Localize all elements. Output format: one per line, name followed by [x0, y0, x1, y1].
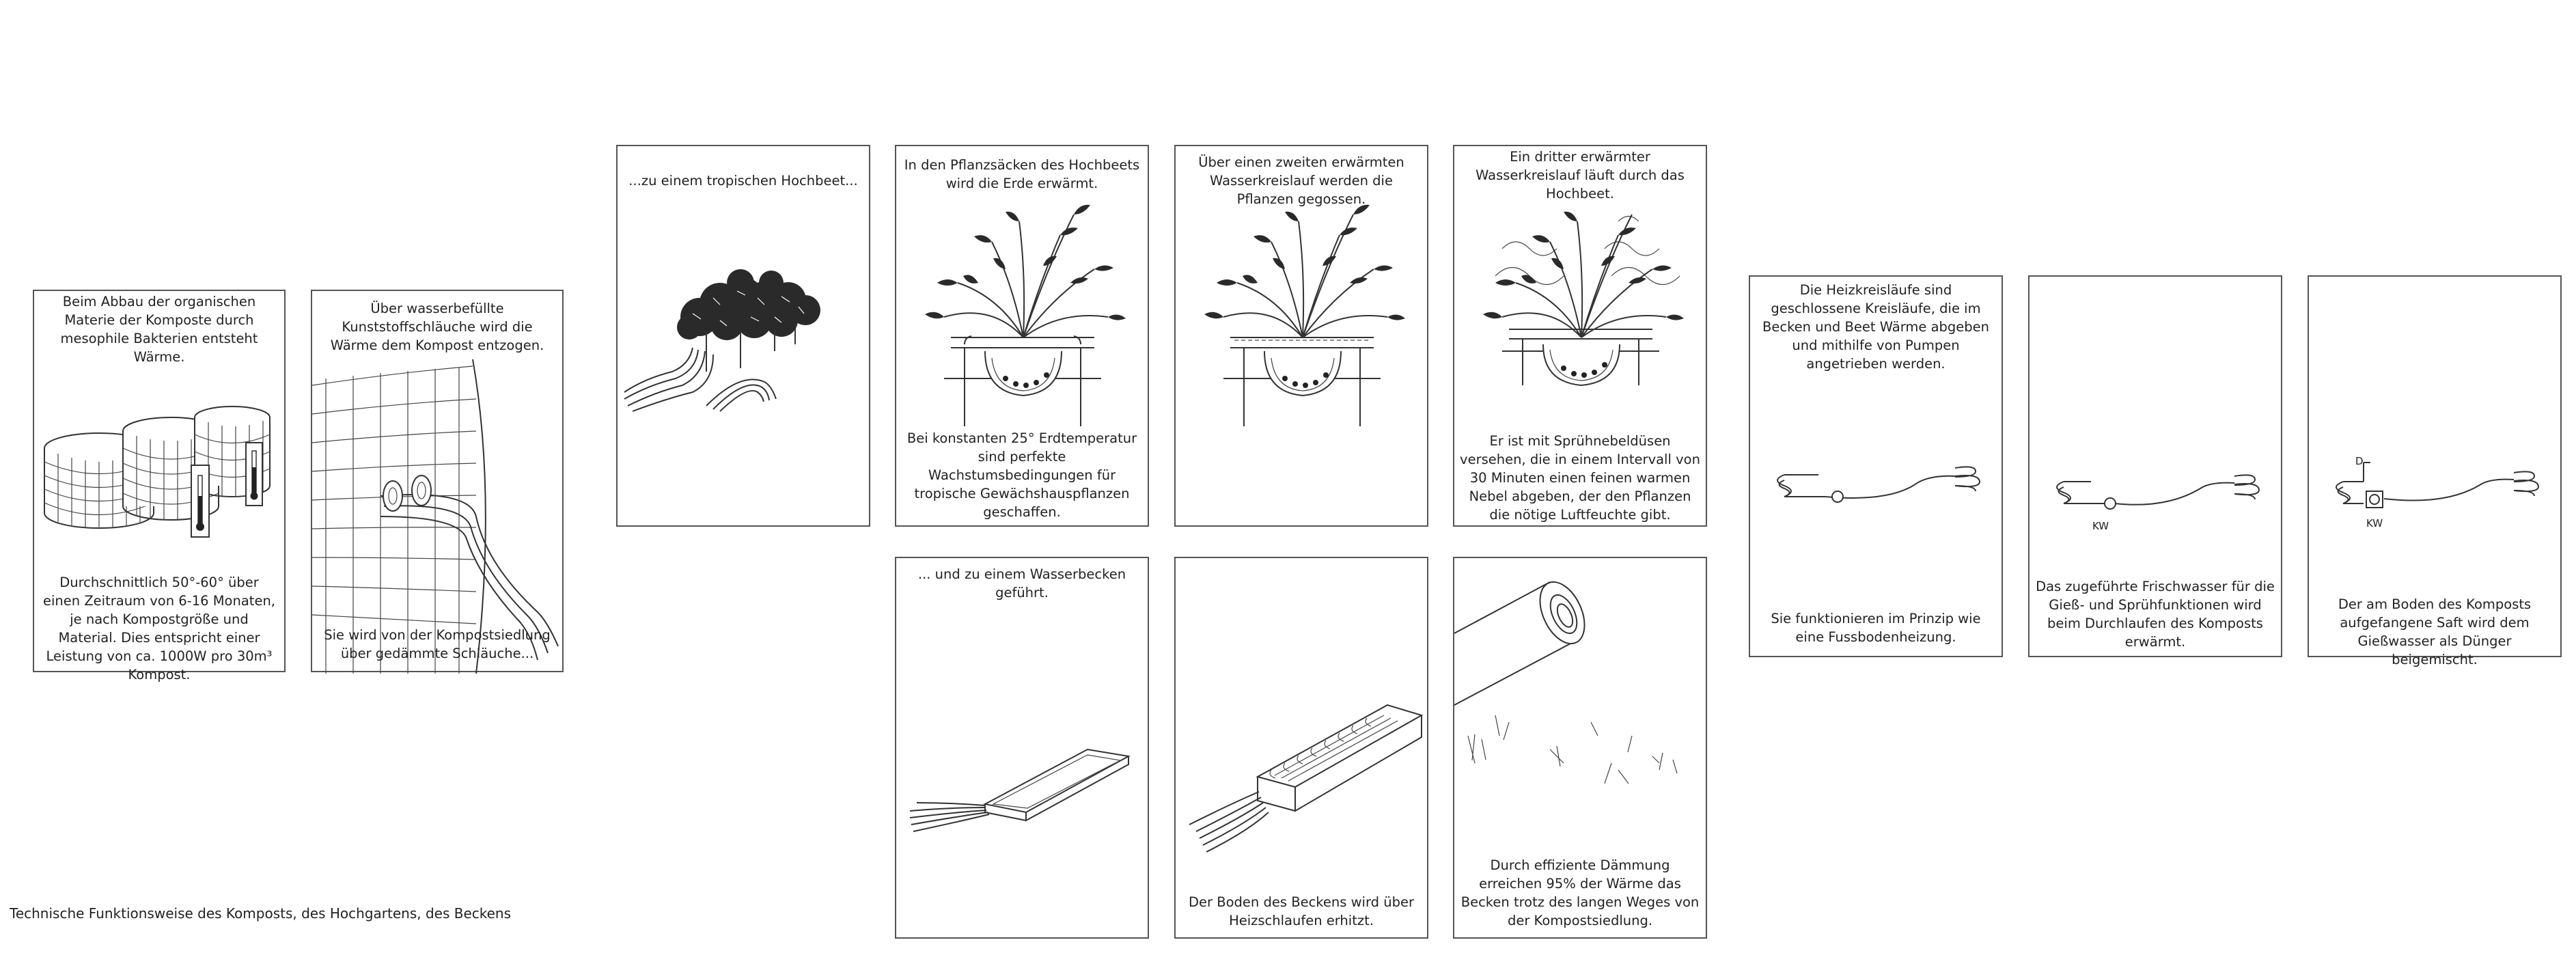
panel-plant-sacks [895, 145, 1149, 527]
heat-extraction-text: Über wasserbefüllte Kunststoffschläuche wird die Wärme dem Kompost entzogen. [330, 301, 544, 353]
watering-circuit-text: Über einen zweiten erwärmten Wasserkreislauf werden die Pflanzen gegossen. [1198, 154, 1404, 207]
tropical-bed-illustration [618, 146, 872, 528]
heating-circuits-details: Sie funktionieren im Prinzip wie eine Fussbodenheizung. [1771, 611, 1981, 645]
panel-insulation [1453, 557, 1707, 939]
compost-tubes-illustration [312, 291, 565, 674]
panel-heating-circuits [1749, 275, 2003, 657]
panel-mist-circuit [1453, 145, 1707, 527]
compost-heat-text: Beim Abbau der organischen Materie der Komposte durch mesophile Bakterien entsteht Wärme. [60, 294, 258, 365]
panel-heat-extraction [311, 290, 564, 672]
fertilizer-details: Der am Boden des Komposts aufgefangene Saft wird dem Gießwasser als Dünger beigemischt. [2338, 596, 2532, 667]
watering-bed-illustration [1176, 146, 1430, 528]
insulation-details: Durch effiziente Dämmung erreichen 95% der Wärme das Becken trotz des langen Weges von der Kompostsiedlung. [1460, 857, 1700, 928]
fertilizer-label: D [2355, 455, 2364, 467]
plant-sacks-text: In den Pflanzsäcken des Hochbeets wird die Erde erwärmt. [904, 157, 1140, 191]
panel-basin-heating [1174, 557, 1428, 939]
compost-heat-details: Durchschnittlich 50°-60° über einen Zeitraum von 6-16 Monaten, je nach Kompostgröße und Material. Dies entspricht einer Leistung von ca. 1000W pro 30m³ Kompost. [42, 575, 275, 682]
mist-circuit-details: Er ist mit Sprühnebeldüsen versehen, die in einem Intervall von 30 Minuten einen feinen warmen Nebel abgeben, der den Pflanzen die nötige Luftfeuchte gibt. [1460, 433, 1700, 523]
fresh-water-details: Das zugeführte Frischwasser für die Gieß- und Sprühfunktionen wird beim Durchlaufen des Komposts erwärmt. [2036, 579, 2275, 650]
panel-fresh-water [2028, 275, 2282, 657]
cold-water-label: KW [2092, 520, 2109, 532]
panel-watering-circuit [1174, 145, 1428, 527]
heating-circuits-text: Die Heizkreisläufe sind geschlossene Kreisläufe, die im Becken und Beet Wärme abgeben und mithilfe von Pumpen angetrieben werden. [1762, 282, 1990, 372]
plant-sacks-details: Bei konstanten 25° Erdtemperatur sind perfekte Wachstumsbedingungen für tropische Gewächshauspflanzen geschaffen. [906, 430, 1137, 520]
mist-circuit-text: Ein dritter erwärmter Wasserkreislauf läuft durch das Hochbeet. [1476, 149, 1685, 202]
cold-water-label: KW [2366, 517, 2383, 529]
water-basin-text: ... und zu einem Wasserbecken geführt. [917, 566, 1126, 601]
tropical-bed-text: ...zu einem tropischen Hochbeet... [628, 173, 858, 189]
panel-compost-heat [33, 290, 286, 682]
panel-fertilizer [2308, 275, 2562, 667]
heat-extraction-details: Sie wird von der Kompostsiedlung über gedämmte Schläuche... [324, 627, 551, 661]
heating-circuit-diagram [1750, 277, 2004, 659]
basin-heating-illustration [1176, 558, 1430, 940]
figure-caption: Technische Funktionsweise des Komposts, des Hochgartens, des Beckens [10, 905, 512, 922]
panel-tropical-bed [616, 145, 870, 527]
water-basin-illustration [896, 558, 1150, 940]
basin-heating-details: Der Boden des Beckens wird über Heizschlaufen erhitzt. [1189, 894, 1414, 928]
panel-water-basin [895, 557, 1149, 939]
